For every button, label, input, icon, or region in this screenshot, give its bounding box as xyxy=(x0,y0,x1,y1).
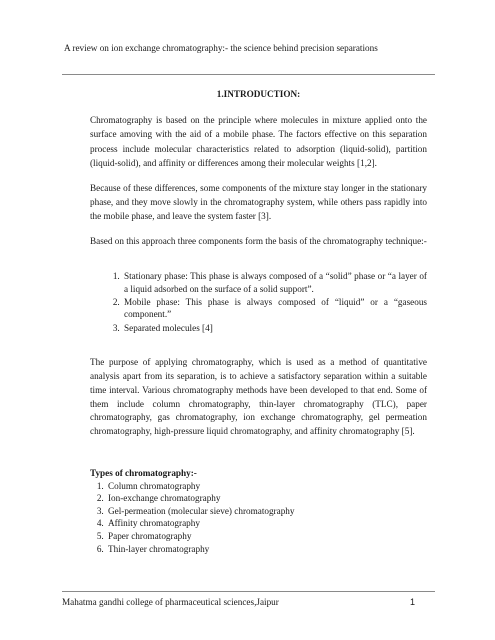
list-item: 6. Thin-layer chromatography xyxy=(106,543,427,556)
purpose-paragraph: The purpose of applying chromatography, which is used as a method of quantitative analysis apart from its separation, is to achieve a satisfactory separation within a suitable time interval. Various chromatography methods have been developed to that end. Some of them include column chromatography, thin-layer chromatography (TLC), paper chromatography, gas chromatography, ion exchange chromatography, gel permeation chromatography, high-pressure liquid chromatography, and affinity chromatography [5]. xyxy=(90,357,427,437)
list-item: 4. Affinity chromatography xyxy=(106,517,427,530)
list-item: 2. Ion-exchange chromatography xyxy=(106,492,427,505)
list-item: 3. Gel-permeation (molecular sieve) chromatography xyxy=(106,505,427,518)
main-content xyxy=(90,84,427,555)
header-divider xyxy=(62,74,435,75)
list-item: 2. Mobile phase: This phase is always composed of “liquid” or a “gaseous component.” xyxy=(122,296,427,321)
components-list xyxy=(90,270,427,334)
running-header: A review on ion exchange chromatography:- the science behind precision separations xyxy=(64,43,378,53)
types-list xyxy=(90,480,427,556)
page-number: 1 xyxy=(410,597,416,607)
list-item: 3. Separated molecules [4] xyxy=(122,322,427,334)
list-item: 1. Stationary phase: This phase is always composed of a “solid” phase or “a layer of a liquid adsorbed on the surface of a solid support”. xyxy=(122,270,427,295)
intro-paragraph-1: Chromatography is based on the principle where molecules in mixture applied onto the surface amoving with the aid of a mobile phase. The factors effective on this separation process include molecular characteristics related to adsorption (liquid-solid), partition (liquid-solid), and affinity or differences among their molecular weights [1,2]. xyxy=(90,115,427,169)
list-item: 5. Paper chromatography xyxy=(106,530,427,543)
section-heading: 1.INTRODUCTION: xyxy=(216,89,301,99)
footer-divider xyxy=(62,591,435,592)
types-heading: Types of chromatography:- xyxy=(90,468,197,479)
footer-institution: Mahatma gandhi college of pharmaceutical sciences,Jaipur xyxy=(62,597,279,607)
list-item: 1. Column chromatography xyxy=(106,480,427,493)
intro-paragraph-3: Based on this approach three components form the basis of the chromatography technique:- xyxy=(90,235,427,246)
intro-paragraph-2: Because of these differences, some components of the mixture stay longer in the stationary phase, and they move slowly in the chromatography system, while others pass rapidly into the mobile phase, and leave the system faster [3]. xyxy=(90,182,427,222)
